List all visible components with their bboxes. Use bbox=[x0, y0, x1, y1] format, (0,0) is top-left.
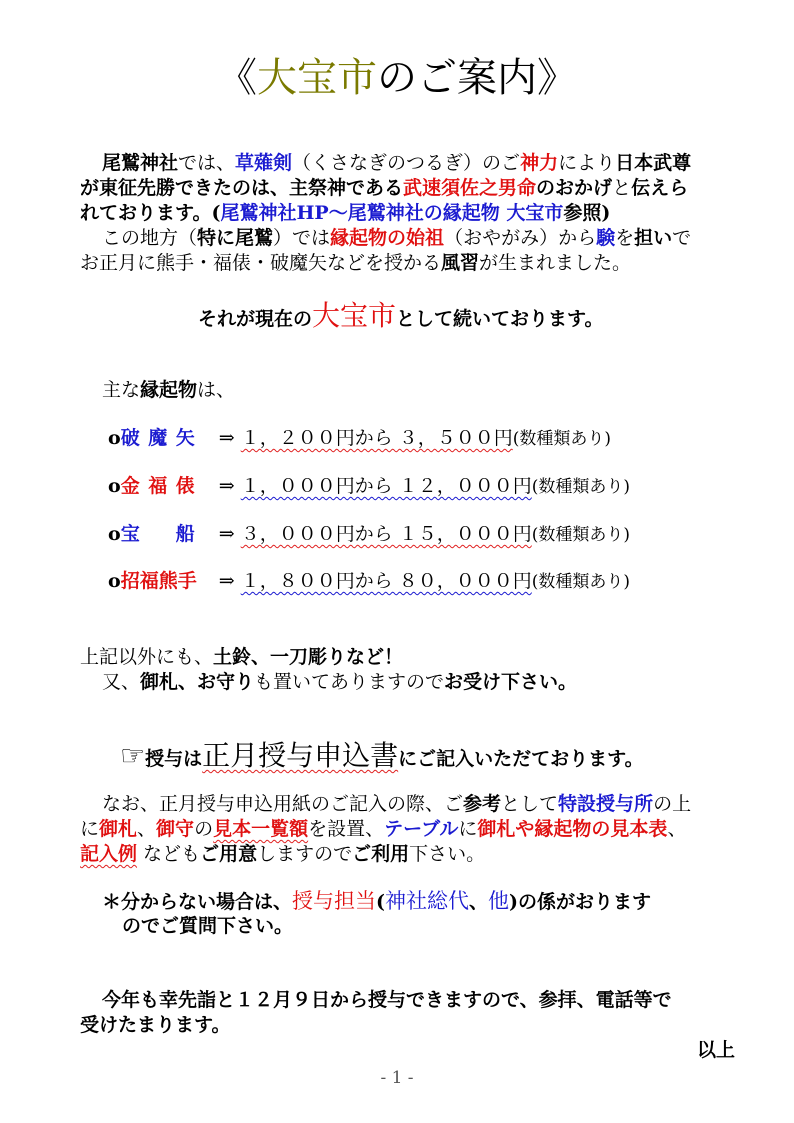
continue-highlight: 大宝市 bbox=[312, 299, 397, 332]
items-intro: 主な縁起物は、 bbox=[102, 379, 236, 401]
continue-line: それが現在の大宝市として続いております。 bbox=[198, 299, 604, 332]
closing-line-2: 受けたまります。 bbox=[80, 1014, 231, 1036]
application-form-name: 正月授与申込書 bbox=[202, 739, 399, 772]
application-line: ☞授与は正月授与申込書にご記入いただております。 bbox=[120, 739, 644, 772]
pointing-hand-icon: ☞ bbox=[120, 739, 146, 772]
list-item: o招福熊手 ⇒ １，８００円から ８０，０００円(数種類あり) bbox=[108, 570, 631, 592]
list-item: o宝 船 ⇒ ３，０００円から １５，０００円(数種類あり) bbox=[108, 523, 631, 545]
closing-line-1: 今年も幸先詣と１２月９日から授与できますので、参拝、電話等で bbox=[102, 989, 672, 1011]
item-price: １，８００円から ８０，０００円 bbox=[240, 570, 532, 592]
intro-line-3: れております。(尾鷲神社HP～尾鷲神社の縁起物 大宝市参照) bbox=[80, 202, 611, 224]
title-highlight: 大宝市 bbox=[257, 55, 377, 101]
intro-line-2: が東征先勝できたのは、主祭神である武速須佐之男命のおかげと伝えら bbox=[80, 177, 689, 199]
notes-line-1: なお、正月授与申込用紙のご記入の際、ご参考として特設授与所の上 bbox=[102, 793, 692, 815]
notes-line-2: に御札、御守の見本一覧額を設置、テーブルに御札や縁起物の見本表、 bbox=[80, 818, 687, 840]
contact-line-1: ＊分からない場合は、授与担当(神社総代、他)の係がおります bbox=[102, 889, 652, 913]
closing-end: 以上 bbox=[697, 1039, 736, 1061]
list-item: o破魔矢 ⇒ １，２００円から ３，５００円(数種類あり) bbox=[108, 427, 612, 449]
notes-line-3: 記入例 などもご用意しますのでご利用下さい。 bbox=[80, 843, 486, 865]
contact-line-2: のでご質問下さい。 bbox=[122, 915, 294, 937]
intro-line-5: お正月に熊手・福俵・破魔矢などを授かる風習が生まれました。 bbox=[80, 252, 632, 274]
list-item: o金福俵 ⇒ １，０００円から １２，０００円(数種類あり) bbox=[108, 475, 631, 497]
page-number: - 1 - bbox=[380, 1068, 414, 1088]
intro-line-1: 尾鷲神社では、草薙剣（くさなぎのつるぎ）のご神力により日本武尊 bbox=[102, 152, 692, 174]
item-price: １，２００円から ３，５００円 bbox=[240, 427, 513, 449]
page-title: 《大宝市のご案内》 bbox=[217, 55, 577, 101]
others-line-1: 上記以外にも、土鈴、一刀彫りなど！ bbox=[80, 646, 404, 668]
item-price: １，０００円から １２，０００円 bbox=[240, 475, 532, 497]
intro-line-4: この地方（特に尾鷲）では縁起物の始祖（おやがみ）から験を担いで bbox=[102, 227, 692, 249]
others-line-2: 又、御札、お守りも置いてありますのでお受け下さい。 bbox=[102, 671, 578, 693]
item-price: ３，０００円から １５，０００円 bbox=[240, 523, 532, 545]
